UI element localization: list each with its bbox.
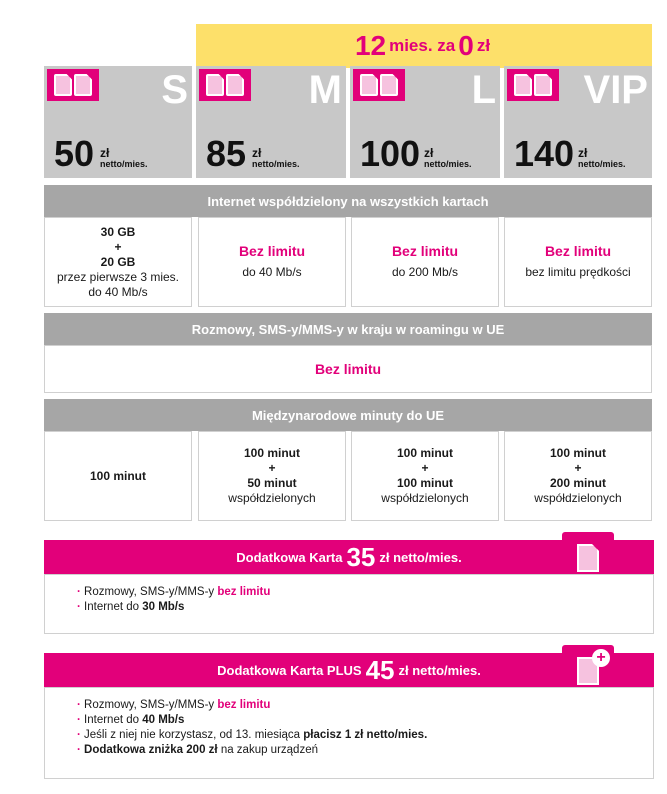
- extra-card-details: [44, 574, 654, 634]
- plan-unit: [252, 148, 300, 170]
- item-text: Rozmowy, SMS-y/MMS-y: [84, 699, 215, 711]
- intl-m-line2: 50 minut: [247, 476, 297, 490]
- internet-vip-sub: bez limitu prędkości: [525, 265, 631, 279]
- plan-price: 100: [360, 133, 421, 174]
- internet-s-line4: do 40 Mb/s: [88, 284, 148, 299]
- intl-vip-line3: współdzielonych: [534, 491, 622, 505]
- plan-unit: [578, 148, 626, 170]
- intl-s-value: 100 minut: [89, 468, 146, 483]
- intl-vip-line1: 100 minut: [549, 446, 606, 460]
- intl-cell-l: [351, 431, 499, 521]
- extra-card-plus-item: [77, 743, 653, 758]
- intl-section-header: Międzynarodowe minuty do UE: [44, 399, 652, 431]
- item-highlight: płacisz 1 zł netto/mies.: [303, 729, 428, 741]
- internet-cell-m: [198, 217, 346, 307]
- promo-currency: zł: [476, 36, 491, 55]
- plan-period: netto/mies.: [578, 159, 626, 169]
- item-text: Internet do: [84, 601, 140, 613]
- calls-section-header: Rozmowy, SMS-y/MMS-y w kraju w roamingu w UE: [44, 313, 652, 345]
- plan-price: 50: [54, 133, 95, 174]
- internet-vip-title: Bez limitu: [544, 243, 612, 259]
- item-text: Internet do: [84, 714, 140, 726]
- item-highlight: 40 Mb/s: [142, 714, 185, 726]
- plan-period: netto/mies.: [100, 159, 148, 169]
- internet-cell-l: [351, 217, 499, 307]
- extra-card-plus-period: zł netto/mies.: [398, 662, 481, 678]
- extra-card-plus-price: 45: [365, 654, 395, 685]
- internet-l-sub: do 200 Mb/s: [391, 265, 459, 279]
- intl-m-plus: +: [268, 461, 276, 475]
- plan-letter: L: [471, 68, 496, 112]
- extra-card-plus-item: [77, 698, 653, 713]
- plus-icon: +: [592, 649, 610, 667]
- internet-m-title: Bez limitu: [238, 243, 306, 259]
- promo-zero: 0: [458, 30, 474, 61]
- plan-currency: zł: [252, 146, 262, 160]
- extra-card-item: [77, 600, 653, 615]
- extra-card-plus-item: [77, 713, 653, 728]
- plan-unit: [424, 148, 472, 170]
- intl-m-line1: 100 minut: [243, 446, 300, 460]
- intl-m-line3: współdzielonych: [228, 491, 316, 505]
- sim-cards-icon: [353, 69, 405, 101]
- plan-currency: zł: [100, 146, 110, 160]
- intl-cell-m: [198, 431, 346, 521]
- sim-cards-icon: [507, 69, 559, 101]
- item-highlight: bez limitu: [217, 586, 271, 598]
- plan-price: 140: [514, 133, 575, 174]
- plan-currency: zł: [424, 146, 434, 160]
- promo-months: 12: [354, 30, 387, 61]
- plan-letter: S: [161, 68, 188, 112]
- item-highlight: Dodatkowa zniżka 200 zł: [84, 744, 218, 756]
- item-highlight: bez limitu: [217, 699, 271, 711]
- item-text: Jeśli z niej nie korzystasz, od 13. miesiąca: [84, 729, 301, 741]
- plan-unit: [100, 148, 148, 170]
- plan-l-tile[interactable]: [350, 66, 500, 178]
- plan-letter: VIP: [583, 68, 648, 112]
- promo-banner: [196, 24, 652, 68]
- calls-value: Bez limitu: [314, 360, 382, 377]
- extra-card-price: 35: [346, 541, 376, 572]
- internet-s-plus: +: [114, 239, 122, 254]
- plan-s-tile[interactable]: [44, 66, 192, 178]
- extra-card-plus-item: [77, 728, 653, 743]
- promo-text: mies. za: [389, 36, 456, 55]
- intl-l-plus: +: [421, 461, 429, 475]
- intl-vip-plus: +: [574, 461, 582, 475]
- intl-cell-vip: [504, 431, 652, 521]
- extra-card-period: zł netto/mies.: [379, 549, 462, 565]
- extra-card-title: Dodatkowa Karta: [236, 549, 343, 565]
- internet-s-line2: 20 GB: [100, 254, 136, 269]
- internet-l-title: Bez limitu: [391, 243, 459, 259]
- intl-l-line1: 100 minut: [396, 446, 453, 460]
- plan-period: netto/mies.: [424, 159, 472, 169]
- extra-card-plus-details: [44, 687, 654, 779]
- item-highlight: 30 Mb/s: [142, 601, 185, 613]
- internet-cell-s: [44, 217, 192, 307]
- sim-cards-icon: [199, 69, 251, 101]
- plan-price: 85: [206, 133, 247, 174]
- internet-section-header: Internet współdzielony na wszystkich kartach: [44, 185, 652, 217]
- plan-letter: M: [308, 68, 342, 112]
- intl-vip-line2: 200 minut: [549, 476, 606, 490]
- calls-cell: [44, 345, 652, 393]
- internet-cell-vip: [504, 217, 652, 307]
- intl-l-line3: współdzielonych: [381, 491, 469, 505]
- internet-s-line1: 30 GB: [100, 224, 136, 239]
- internet-m-sub: do 40 Mb/s: [242, 265, 302, 279]
- item-text: na zakup urządzeń: [220, 744, 318, 756]
- plan-currency: zł: [578, 146, 588, 160]
- plan-period: netto/mies.: [252, 159, 300, 169]
- plan-m-tile[interactable]: [196, 66, 346, 178]
- item-text: Rozmowy, SMS-y/MMS-y: [84, 586, 215, 598]
- intl-l-line2: 100 minut: [396, 476, 453, 490]
- plan-vip-tile[interactable]: [504, 66, 652, 178]
- extra-card-item: [77, 585, 653, 600]
- intl-cell-s: [44, 431, 192, 521]
- internet-s-line3: przez pierwsze 3 mies.: [56, 269, 180, 284]
- extra-card-plus-title: Dodatkowa Karta PLUS: [217, 662, 362, 678]
- sim-cards-icon: [47, 69, 99, 101]
